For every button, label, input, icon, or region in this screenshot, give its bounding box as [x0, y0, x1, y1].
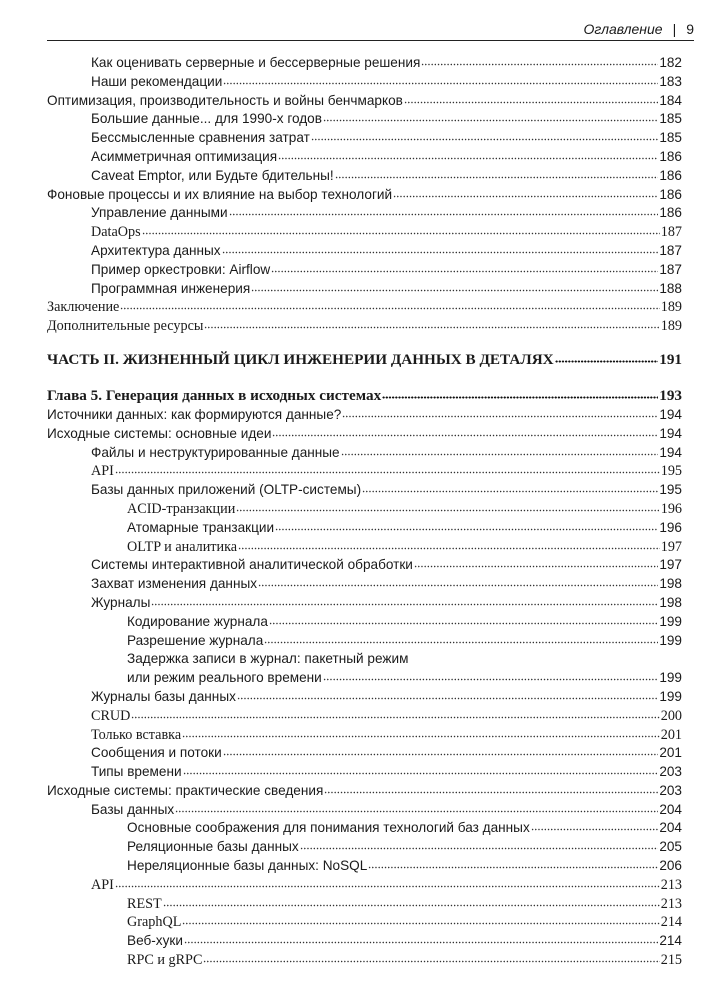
- toc-entry-title: Базы данных приложений (OLTP-системы): [91, 482, 362, 498]
- toc-entry-title: Фоновые процессы и их влияние на выбор технологий: [47, 186, 393, 202]
- toc-dot-leader: [131, 713, 659, 719]
- toc-entry: [47, 224, 682, 243]
- toc-entry: [47, 463, 682, 482]
- table-of-contents: [47, 55, 682, 971]
- toc-entry-title: Нереляционные базы данных: NoSQL: [127, 858, 368, 874]
- toc-entry: [47, 426, 682, 445]
- toc-entry: [47, 93, 682, 112]
- toc-dot-leader: [393, 192, 658, 198]
- toc-entry-title: Архитектура данных: [91, 242, 221, 258]
- toc-chapter-heading: [47, 387, 682, 407]
- toc-entry-page: 187: [660, 224, 682, 241]
- toc-entry-page: 186: [659, 205, 682, 221]
- toc-entry-title: Исходные системы: основные идеи: [47, 425, 272, 441]
- toc-entry-page: 193: [659, 386, 682, 404]
- toc-entry-page: 200: [660, 707, 682, 724]
- toc-entry-title: Кодирование журнала: [127, 613, 268, 629]
- toc-dot-leader: [203, 957, 659, 963]
- toc-entry: [47, 130, 682, 149]
- toc-entry: [47, 55, 682, 74]
- toc-entry-page: 198: [659, 594, 682, 610]
- toc-entry: [47, 281, 682, 300]
- toc-entry-title: Веб-хуки: [127, 933, 183, 949]
- toc-entry: [47, 299, 682, 318]
- toc-entry-page: 198: [659, 576, 682, 592]
- toc-entry-page: 199: [659, 613, 682, 629]
- toc-dot-leader: [251, 286, 658, 292]
- toc-dot-leader: [531, 825, 659, 831]
- toc-entry-title: Как оценивать серверные и бессерверные решения: [91, 55, 421, 70]
- toc-entry-page: 189: [660, 318, 682, 335]
- toc-entry-title: Бессмысленные сравнения затрат: [91, 130, 310, 146]
- toc-entry-page: 187: [659, 242, 682, 258]
- toc-entry-title: ACID-транзакции: [127, 500, 236, 517]
- toc-entry: [47, 262, 682, 281]
- toc-dot-leader: [555, 357, 659, 363]
- toc-dot-leader: [342, 412, 658, 418]
- toc-entry-title: API: [91, 876, 114, 893]
- toc-entry-title: Оптимизация, производительность и войны бенчмарков: [47, 92, 403, 108]
- toc-entry-page: 199: [659, 688, 682, 704]
- toc-entry: [47, 111, 682, 130]
- toc-entry: [47, 520, 682, 539]
- toc-entry-page: 195: [660, 463, 682, 480]
- toc-entry-title: Только вставка: [91, 726, 182, 743]
- toc-entry: [47, 187, 682, 206]
- toc-dot-leader: [115, 882, 660, 888]
- toc-entry-title: Программная инженерия: [91, 280, 251, 296]
- toc-entry: [47, 168, 682, 187]
- toc-entry-page: 203: [659, 764, 682, 780]
- toc-entry: [47, 877, 682, 896]
- toc-entry-page: 204: [659, 801, 682, 817]
- toc-dot-leader: [362, 487, 658, 493]
- toc-entry-page: 191: [659, 350, 682, 368]
- toc-entry-page: 214: [660, 914, 682, 931]
- toc-dot-leader: [272, 431, 658, 437]
- toc-entry: [47, 445, 682, 464]
- toc-entry-page: 187: [659, 261, 682, 277]
- toc-entry: [47, 243, 682, 262]
- toc-entry-page: 195: [659, 482, 682, 498]
- toc-entry-page: 182: [659, 55, 682, 70]
- toc-entry-title: Типы времени: [91, 764, 182, 780]
- toc-dot-leader: [184, 938, 658, 944]
- toc-entry-page: 186: [659, 148, 682, 164]
- toc-entry-title: Большие данные... для 1990-х годов: [91, 111, 322, 127]
- toc-entry-page: 196: [659, 519, 682, 535]
- toc-entry-page: 189: [660, 299, 682, 316]
- toc-entry-title: Журналы: [91, 594, 151, 610]
- toc-entry-title: Файлы и неструктурированные данные: [91, 444, 340, 460]
- toc-entry-title: ЧАСТЬ II. ЖИЗНЕННЫЙ ЦИКЛ ИНЖЕНЕРИИ ДАННЫХ В ДЕТАЛЯХ: [47, 350, 554, 368]
- toc-entry: [47, 820, 682, 839]
- toc-dot-leader: [271, 267, 658, 273]
- toc-entry-page: 185: [659, 130, 682, 146]
- toc-entry: [47, 595, 682, 614]
- toc-entry-title: API: [91, 463, 114, 480]
- toc-dot-leader: [414, 562, 658, 568]
- toc-entry-page: 196: [660, 500, 682, 517]
- toc-entry: [47, 708, 682, 727]
- toc-entry: [47, 727, 682, 746]
- toc-entry-page: 186: [659, 186, 682, 202]
- toc-dot-leader: [237, 694, 658, 700]
- toc-entry-page: 185: [659, 111, 682, 127]
- running-header: [47, 18, 694, 41]
- toc-entry-page: 204: [659, 820, 682, 836]
- toc-entry: [47, 633, 682, 652]
- toc-entry-title: Журналы базы данных: [91, 688, 236, 704]
- toc-dot-leader: [236, 506, 659, 512]
- toc-entry-title: Сообщения и потоки: [91, 745, 222, 761]
- toc-entry-title: REST: [127, 895, 162, 912]
- toc-dot-leader: [182, 732, 660, 738]
- toc-entry: [47, 802, 682, 821]
- toc-entry: [47, 407, 682, 426]
- toc-entry: [47, 745, 682, 764]
- toc-dot-leader: [115, 468, 660, 474]
- toc-entry-title: Caveat Emptor, или Будьте бдительны!: [91, 167, 334, 183]
- toc-entry-page: 188: [659, 280, 682, 296]
- toc-entry-title: Основные соображения для понимания технологий баз данных: [127, 820, 530, 836]
- toc-dot-leader: [300, 844, 659, 850]
- toc-entry: [47, 482, 682, 501]
- toc-dot-leader: [264, 638, 658, 644]
- toc-dot-leader: [229, 210, 659, 216]
- toc-entry-title: Системы интерактивной аналитической обработки: [91, 557, 413, 573]
- toc-entry: [47, 783, 682, 802]
- toc-dot-leader: [404, 98, 658, 104]
- toc-entry-title: CRUD: [91, 707, 131, 724]
- toc-entry: [47, 501, 682, 520]
- toc-entry-page: 186: [659, 167, 682, 183]
- toc-entry-title: Атомарные транзакции: [127, 519, 275, 535]
- toc-entry: [47, 614, 682, 633]
- toc-entry-title: Базы данных: [91, 801, 175, 817]
- toc-entry: [47, 149, 682, 168]
- toc-dot-leader: [258, 581, 658, 587]
- toc-entry-page: 201: [660, 726, 682, 743]
- toc-entry: [47, 952, 682, 971]
- toc-entry-title: Реляционные базы данных: [127, 839, 299, 855]
- toc-dot-leader: [341, 450, 659, 456]
- toc-entry-page: 206: [659, 858, 682, 874]
- toc-entry: [47, 205, 682, 224]
- toc-entry-title: Наши рекомендации: [91, 73, 223, 89]
- toc-entry-title: Источники данных: как формируются данные?: [47, 406, 342, 422]
- toc-entry-page: 184: [659, 92, 682, 108]
- toc-dot-leader: [269, 619, 658, 625]
- toc-dot-leader: [323, 675, 659, 681]
- toc-entry-title: или режим реального времени: [127, 670, 322, 686]
- toc-dot-leader: [163, 901, 660, 907]
- toc-entry-page: 205: [659, 839, 682, 855]
- toc-entry-title: Задержка записи в журнал: пакетный режим: [127, 651, 409, 667]
- toc-entry: [47, 74, 682, 93]
- toc-entry-page: 194: [659, 425, 682, 441]
- toc-entry-title: GraphQL: [127, 914, 182, 931]
- toc-entry-page: 199: [659, 632, 682, 648]
- toc-entry: [47, 670, 682, 689]
- running-header-separator: |: [672, 21, 677, 37]
- toc-entry-title: Асимметричная оптимизация: [91, 148, 278, 164]
- toc-entry-title: Заключение: [47, 299, 120, 316]
- toc-entry-page: 214: [659, 933, 682, 949]
- toc-entry: [47, 839, 682, 858]
- toc-dot-leader: [323, 116, 658, 122]
- toc-entry-title: DataOps: [91, 224, 141, 241]
- toc-entry: [47, 539, 682, 558]
- toc-entry: [47, 557, 682, 576]
- toc-dot-leader: [278, 154, 658, 160]
- toc-entry-title: Разрешение журнала: [127, 632, 264, 648]
- toc-dot-leader: [223, 750, 659, 756]
- toc-entry-page: 183: [659, 73, 682, 89]
- toc-dot-leader: [183, 769, 659, 775]
- toc-entry-title: RPC и gRPC: [127, 952, 203, 969]
- toc-entry-title: Исходные системы: практические сведения: [47, 782, 324, 798]
- toc-dot-leader: [382, 393, 658, 399]
- toc-dot-leader: [335, 173, 659, 179]
- toc-dot-leader: [142, 229, 660, 235]
- toc-entry: [47, 689, 682, 708]
- toc-entry: [47, 651, 682, 670]
- toc-dot-leader: [223, 79, 658, 85]
- toc-dot-leader: [421, 60, 658, 66]
- toc-entry-page: 201: [659, 745, 682, 761]
- toc-dot-leader: [151, 600, 658, 606]
- toc-entry-page: 194: [659, 406, 682, 422]
- toc-entry: [47, 914, 682, 933]
- toc-entry: [47, 858, 682, 877]
- toc-entry: [47, 576, 682, 595]
- toc-entry: [47, 764, 682, 783]
- toc-dot-leader: [311, 135, 658, 141]
- toc-entry: [47, 318, 682, 337]
- toc-dot-leader: [368, 863, 658, 869]
- toc-dot-leader: [324, 788, 658, 794]
- running-header-page-number: 9: [686, 21, 694, 37]
- toc-entry-page: 203: [659, 782, 682, 798]
- toc-dot-leader: [222, 248, 659, 254]
- toc-dot-leader: [120, 304, 659, 310]
- toc-entry-title: Пример оркестровки: Airflow: [91, 261, 271, 277]
- toc-dot-leader: [238, 544, 660, 550]
- toc-entry-page: 213: [660, 876, 682, 893]
- toc-entry-title: Захват изменения данных: [91, 576, 258, 592]
- toc-entry: [47, 896, 682, 915]
- running-header-section: Оглавление: [583, 21, 663, 37]
- toc-entry: [47, 933, 682, 952]
- toc-entry-page: 197: [659, 557, 682, 573]
- toc-entry-page: 199: [659, 670, 682, 686]
- toc-dot-leader: [175, 807, 658, 813]
- toc-dot-leader: [182, 919, 659, 925]
- toc-dot-leader: [204, 323, 659, 329]
- toc-entry-title: OLTP и аналитика: [127, 538, 238, 555]
- toc-part-heading: [47, 351, 682, 371]
- toc-entry-page: 197: [660, 538, 682, 555]
- toc-entry-title: Глава 5. Генерация данных в исходных системах: [47, 386, 382, 404]
- toc-entry-page: 213: [660, 895, 682, 912]
- toc-entry-title: Управление данными: [91, 205, 228, 221]
- toc-dot-leader: [275, 525, 658, 531]
- toc-entry-page: 215: [660, 952, 682, 969]
- toc-entry-title: Дополнительные ресурсы: [47, 318, 204, 335]
- toc-entry-page: 194: [659, 444, 682, 460]
